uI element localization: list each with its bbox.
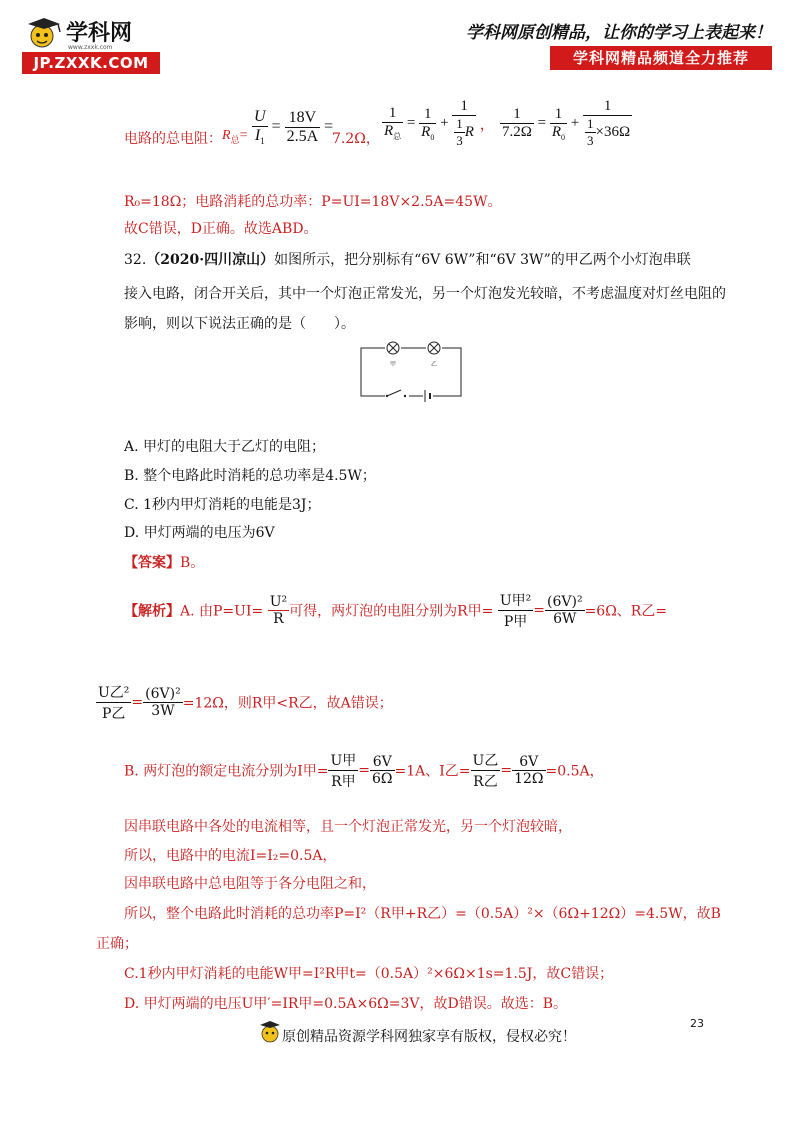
option-a: A. 甲灯的电阻大于乙灯的电阻； — [124, 439, 326, 455]
answer-line: 【答案】B。 — [124, 555, 205, 571]
question-32-line3: 影响，则以下说法正确的是（ ）。 — [124, 316, 355, 332]
site-logo[interactable] — [22, 14, 160, 74]
question-32-line1: 32.（2020·四川凉山）如图所示，把分别标有“6V 6W”和“6V 3W”的甲乙两个小灯泡串联 — [124, 252, 691, 268]
logo-domain: www.zxxk.com — [68, 44, 113, 51]
lamp-yi-icon — [428, 342, 440, 354]
total-resistance-result: 7.2Ω， — [332, 131, 380, 147]
header-slogan: 学科网原创精品，让你的学习上表起来！ — [466, 23, 772, 43]
lamp-jia-label: 甲 — [389, 361, 397, 368]
total-resistance-symbol: $R_总=$ — [222, 128, 248, 145]
option-c: C. 1秒内甲灯消耗的电能是3J； — [124, 497, 321, 513]
lamp-yi-label: 乙 — [430, 361, 438, 368]
analysis-b-line: B. 两灯泡的额定电流分别为I甲= $\frac{\text{U甲}}{\text{R甲}}$ = $\frac{6V}{6\Omega}$ =1A、I乙= $\frac{\text{U乙}}{\text{R乙}}$ = $\frac{6V}{12\Omega}$ =0.5A， — [124, 750, 604, 791]
analysis-a-line2: $\frac{\text{U乙²}}{\text{P乙}}$ = $\frac{\text{(6V)²}}{3W}$ =12Ω，则R甲<R乙，故A错误； — [96, 682, 393, 723]
page-number: 23 — [690, 1017, 704, 1030]
analysis-d-line: D. 甲灯两端的电压U甲′=IR甲=0.5A×6Ω=3V，故D错误。故选：B。 — [124, 996, 568, 1012]
option-b: B. 整个电路此时消耗的总功率是4.5W； — [124, 468, 376, 484]
total-resistance-label: 电路的总电阻： — [124, 131, 222, 147]
current-value-line: 所以，电路中的电流I=I₂=0.5A， — [124, 848, 337, 864]
total-power-line: 所以，整个电路此时消耗的总功率P=I²（R甲+R乙）=（0.5A）²×（6Ω+12Ω）=4.5W，故B — [124, 906, 721, 922]
conclusion-line: 故C错误，D正确。故选ABD。 — [124, 221, 318, 237]
logo-text: 学科网 — [66, 21, 133, 46]
logo-url[interactable]: JP.ZXXK.COM — [22, 52, 160, 74]
formula-reciprocal-1: $\frac{1}{R_总}$ = $\frac{1}{R_0}$ + 1 $\frac{1}{3}$ R ， — [384, 98, 495, 148]
r0-power-line: R₀=18Ω；电路消耗的总功率：P=UI=18V×2.5A=45W。 — [124, 194, 502, 210]
footer-copyright: 原创精品资源学科网独家享有版权，侵权必究！ — [282, 1029, 576, 1045]
option-d: D. 甲灯两端的电压为6V — [124, 525, 275, 541]
formula-u-over-i: $\frac{U}{I_1}$ = $\frac{18V}{2.5A}$ = — [254, 108, 334, 147]
analysis-a-line: 【解析】A. 由P=UI= $\frac{\text{U²}}{R}$ 可得，两灯泡的电阻分别为R甲= $\frac{\text{U甲²}}{\text{P甲}}$ = $\frac{\text{(6V)²}}{6W}$ =6Ω、R乙= — [124, 590, 667, 631]
question-32-line2: 接入电路，闭合开关后，其中一个灯泡正常发光，另一个灯泡发光较暗，不考虑温度对灯丝电阻的 — [124, 286, 726, 302]
formula-reciprocal-2: $\frac{1}{7.2\Omega}$ = $\frac{1}{R_0}$ + 1 $\frac{1}{3}$ ×36Ω — [502, 98, 631, 148]
total-resistance-rule-line: 因串联电路中总电阻等于各分电阻之和， — [124, 876, 376, 892]
circuit-diagram — [355, 338, 467, 402]
series-current-line: 因串联电路中各处的电流相等，且一个灯泡正常发光，另一个灯泡较暗， — [124, 819, 572, 835]
analysis-c-line: C.1秒内甲灯消耗的电能W甲=I²R甲t=（0.5A）²×6Ω×1s=1.5J，故C错误； — [124, 966, 614, 982]
mascot-icon — [24, 14, 64, 52]
channel-banner: 学科网精品频道全力推荐 — [550, 46, 772, 70]
footer-mascot-icon — [258, 1016, 282, 1046]
lamp-jia-icon — [387, 342, 399, 354]
correct-line: 正确； — [96, 936, 138, 952]
